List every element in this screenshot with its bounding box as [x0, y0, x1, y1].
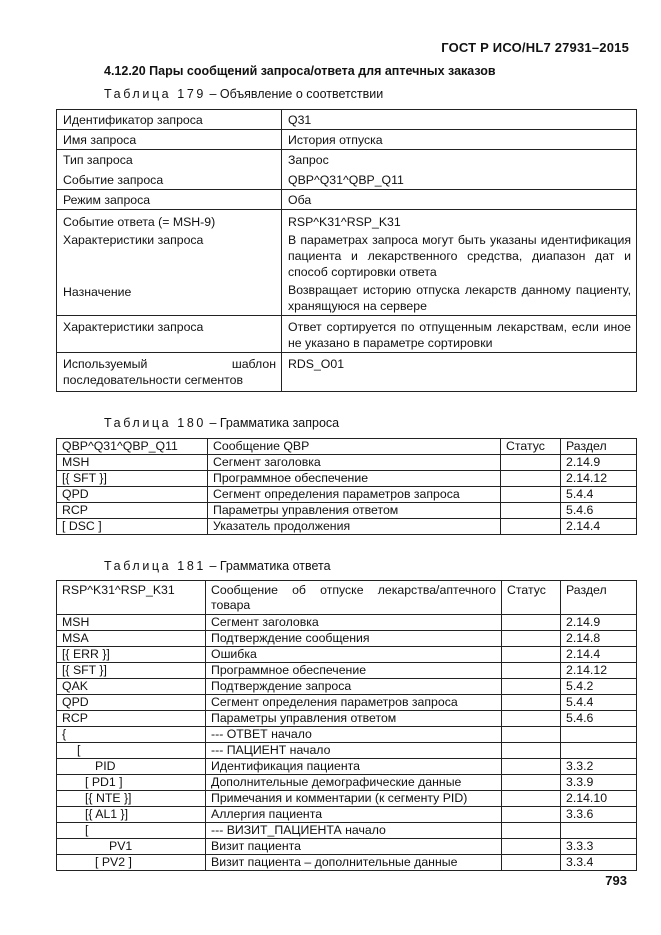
section-cell: 2.14.9 [561, 455, 637, 471]
section-cell: 5.4.4 [561, 487, 637, 503]
status-cell [502, 631, 561, 647]
description-cell: Идентификация пациента [206, 759, 502, 775]
table-row [57, 455, 637, 471]
section-cell: 2.14.10 [561, 791, 637, 807]
table-row [57, 316, 637, 353]
status-cell [502, 663, 561, 679]
table-cell [57, 210, 282, 316]
segment-cell: [{ ERR }] [57, 647, 206, 663]
description-cell: Подтверждение запроса [206, 679, 502, 695]
status-cell [502, 679, 561, 695]
section-cell [561, 743, 637, 759]
description-cell: Сегмент заголовка [208, 455, 501, 471]
section-cell [561, 727, 637, 743]
table-181-caption-label: Таблица 181 [104, 559, 206, 573]
status-cell [502, 839, 561, 855]
status-cell [502, 855, 561, 871]
column-header: Статус [501, 439, 561, 455]
description-cell: Указатель продолжения [208, 519, 501, 535]
description-cell: Аллергия пациента [206, 807, 502, 823]
table-cell: Q31 [282, 110, 637, 130]
section-cell: 2.14.4 [561, 519, 637, 535]
section-cell: 2.14.8 [561, 631, 637, 647]
description-cell: --- ВИЗИТ_ПАЦИЕНТА начало [206, 823, 502, 839]
table-row [57, 855, 637, 871]
table-cell: Характеристики запроса [57, 316, 282, 353]
table-row [57, 503, 637, 519]
status-cell [501, 471, 561, 487]
section-cell: 5.4.4 [561, 695, 637, 711]
status-cell [502, 695, 561, 711]
status-cell [501, 487, 561, 503]
page-number: 793 [605, 873, 627, 888]
description-cell: Сегмент заголовка [206, 615, 502, 631]
query-type-label: Тип запроса [63, 153, 133, 167]
section-cell: 3.3.2 [561, 759, 637, 775]
segment-cell: RCP [57, 711, 206, 727]
segment-cell: [ PD1 ] [57, 775, 206, 791]
column-header: Сообщение об отпуске лекарства/аптечного товара [206, 581, 502, 615]
response-event-label: Событие ответа (= MSH-9) [63, 215, 216, 229]
section-cell: 3.3.4 [561, 855, 637, 871]
table-row [57, 353, 637, 392]
table-row [57, 110, 637, 130]
purpose-value: Возвращает историю отпуска лекарств данному пациенту, хранящуюся на сервере [288, 283, 631, 313]
description-cell: --- ОТВЕТ начало [206, 727, 502, 743]
segment-cell: RCP [57, 503, 208, 519]
table-181-caption [104, 559, 331, 573]
table-row [57, 839, 637, 855]
table-cell: Ответ сортируется по отпущенным лекарствам, если иное не указано в параметре сортировки [282, 316, 637, 353]
table-cell: Оба [282, 190, 637, 210]
table-181-caption-text: – Грамматика ответа [209, 559, 331, 573]
table-header-row [57, 439, 637, 455]
table-row [57, 711, 637, 727]
query-characteristics-label: Характеристики запроса [63, 233, 204, 247]
status-cell [502, 647, 561, 663]
segment-cell: { [57, 727, 206, 743]
segment-cell: [{ NTE }] [57, 791, 206, 807]
description-cell: Подтверждение сообщения [206, 631, 502, 647]
table-row [57, 647, 637, 663]
segment-cell: [ [57, 743, 206, 759]
segment-cell: [{ AL1 }] [57, 807, 206, 823]
description-cell: Параметры управления ответом [206, 711, 502, 727]
table-row [57, 663, 637, 679]
column-header: Статус [502, 581, 561, 615]
status-cell [502, 711, 561, 727]
status-cell [502, 743, 561, 759]
table-180-caption-text: – Грамматика запроса [209, 416, 340, 430]
column-header: RSP^K31^RSP_K31 [57, 581, 206, 615]
description-cell: Сегмент определения параметров запроса [208, 487, 501, 503]
response-event-value: RSP^K31^RSP_K31 [288, 215, 401, 229]
segment-cell: QPD [57, 487, 208, 503]
table-header-row [57, 581, 637, 615]
table-cell [282, 150, 637, 190]
segment-cell: PID [57, 759, 206, 775]
status-cell [502, 775, 561, 791]
section-cell: 5.4.6 [561, 503, 637, 519]
table-row [57, 631, 637, 647]
table-row [57, 615, 637, 631]
response-grammar-table [56, 580, 637, 871]
description-cell: Визит пациента [206, 839, 502, 855]
section-cell: 5.4.6 [561, 711, 637, 727]
table-cell: Идентификатор запроса [57, 110, 282, 130]
table-180-caption-label: Таблица 180 [104, 416, 206, 430]
table-row [57, 791, 637, 807]
segment-cell: [ [57, 823, 206, 839]
segment-cell: QAK [57, 679, 206, 695]
status-cell [502, 823, 561, 839]
table-row [57, 807, 637, 823]
section-cell: 3.3.9 [561, 775, 637, 791]
section-cell: 2.14.12 [561, 471, 637, 487]
status-cell [501, 503, 561, 519]
standard-header: ГОСТ Р ИСО/HL7 27931–2015 [441, 40, 629, 55]
query-grammar-table [56, 438, 637, 535]
section-cell: 5.4.2 [561, 679, 637, 695]
section-cell: 2.14.9 [561, 615, 637, 631]
status-cell [502, 727, 561, 743]
section-cell: 3.3.3 [561, 839, 637, 855]
table-cell: Режим запроса [57, 190, 282, 210]
section-cell: 2.14.4 [561, 647, 637, 663]
purpose-label: Назначение [63, 285, 132, 299]
section-title: 4.12.20 Пары сообщений запроса/ответа для аптечных заказов [104, 64, 496, 78]
description-cell: --- ПАЦИЕНТ начало [206, 743, 502, 759]
table-row [57, 130, 637, 150]
table-row [57, 679, 637, 695]
query-event-value: QBP^Q31^QBP_Q11 [288, 173, 404, 187]
table-cell [282, 210, 637, 316]
table-cell: RDS_O01 [282, 353, 637, 392]
table-row [57, 471, 637, 487]
table-row [57, 519, 637, 535]
section-cell [561, 823, 637, 839]
query-event-label: Событие запроса [63, 173, 164, 187]
table-179-caption [104, 87, 383, 101]
table-row [57, 210, 637, 316]
table-row [57, 727, 637, 743]
table-179-caption-label: Таблица 179 [104, 87, 206, 101]
description-cell: Сегмент определения параметров запроса [206, 695, 502, 711]
description-cell: Ошибка [206, 647, 502, 663]
table-row [57, 695, 637, 711]
table-cell: История отпуска [282, 130, 637, 150]
query-type-value: Запрос [288, 153, 329, 167]
table-row [57, 150, 637, 190]
table-179-caption-text: – Объявление о соответствии [209, 87, 384, 101]
status-cell [501, 455, 561, 471]
status-cell [502, 759, 561, 775]
section-cell: 2.14.12 [561, 663, 637, 679]
column-header: Сообщение QBP [208, 439, 501, 455]
table-row [57, 743, 637, 759]
description-cell: Программное обеспечение [206, 663, 502, 679]
segment-cell: PV1 [57, 839, 206, 855]
table-row [57, 190, 637, 210]
status-cell [502, 615, 561, 631]
description-cell: Программное обеспечение [208, 471, 501, 487]
table-180-caption [104, 416, 339, 430]
segment-cell: [ DSC ] [57, 519, 208, 535]
status-cell [502, 807, 561, 823]
table-cell: Имя запроса [57, 130, 282, 150]
status-cell [502, 791, 561, 807]
segment-cell: QPD [57, 695, 206, 711]
table-cell [57, 150, 282, 190]
segment-cell: MSA [57, 631, 206, 647]
table-cell: Используемый шаблон последовательности сегментов [57, 353, 282, 392]
segment-cell: [{ SFT }] [57, 471, 208, 487]
column-header: QBP^Q31^QBP_Q11 [57, 439, 208, 455]
conformance-table [56, 109, 637, 392]
description-cell: Примечания и комментарии (к сегменту PID) [206, 791, 502, 807]
table-row [57, 775, 637, 791]
segment-cell: [ PV2 ] [57, 855, 206, 871]
column-header: Раздел [561, 581, 637, 615]
description-cell: Параметры управления ответом [208, 503, 501, 519]
segment-cell: MSH [57, 615, 206, 631]
table-row [57, 759, 637, 775]
table-row [57, 823, 637, 839]
description-cell: Дополнительные демографические данные [206, 775, 502, 791]
segment-cell: MSH [57, 455, 208, 471]
status-cell [501, 519, 561, 535]
description-cell: Визит пациента – дополнительные данные [206, 855, 502, 871]
table-row [57, 487, 637, 503]
query-characteristics-value: В параметрах запроса могут быть указаны идентификация пациента и лекарственного средства, диапазон дат и способ сортировки ответа [288, 233, 631, 279]
column-header: Раздел [561, 439, 637, 455]
section-cell: 3.3.6 [561, 807, 637, 823]
segment-cell: [{ SFT }] [57, 663, 206, 679]
